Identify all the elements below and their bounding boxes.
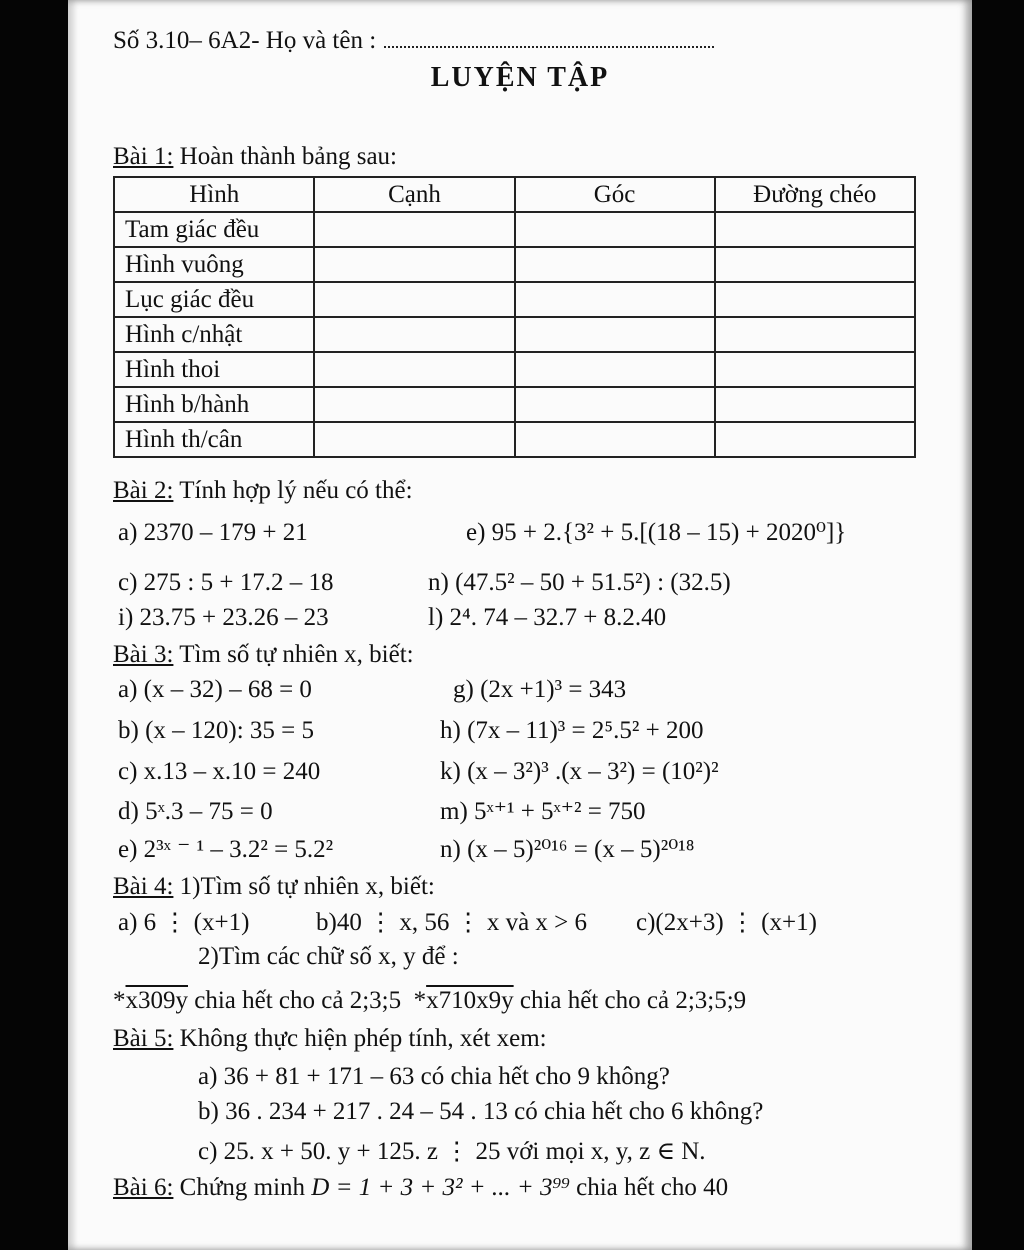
- empty-cell: [515, 247, 715, 282]
- empty-cell: [715, 422, 915, 457]
- bai3-g: g) (2x +1)³ = 343: [453, 676, 627, 703]
- empty-cell: [314, 317, 514, 352]
- empty-cell: [715, 317, 915, 352]
- bai5-c: c) 25. x + 50. y + 125. z ⋮ 25 với mọi x, y, z ∈ N.: [198, 1138, 706, 1165]
- table-row: [114, 317, 915, 352]
- empty-cell: [314, 247, 514, 282]
- bai2-i: i) 23.75 + 23.26 – 23: [118, 604, 329, 631]
- bai3-e: e) 2³ˣ ⁻ ¹ – 3.2² = 5.2²: [118, 836, 334, 863]
- bai2-e: e) 95 + 2.{3² + 5.[(18 – 15) + 2020⁰]}: [466, 519, 847, 546]
- empty-cell: [515, 422, 715, 457]
- bai5-text: Không thực hiện phép tính, xét xem:: [179, 1025, 547, 1052]
- bai5-a: a) 36 + 81 + 171 – 63 có chia hết cho 9 không?: [198, 1063, 670, 1090]
- star1-number: x309y: [125, 987, 188, 1014]
- table-row: [114, 282, 915, 317]
- empty-cell: [314, 282, 514, 317]
- empty-cell: [715, 352, 915, 387]
- bai3-text: Tìm số tự nhiên x, biết:: [179, 641, 414, 668]
- empty-cell: [715, 387, 915, 422]
- empty-cell: [314, 387, 514, 422]
- worksheet-page: [68, 0, 972, 1250]
- shape-table: [113, 176, 916, 458]
- column-header: Góc: [515, 177, 715, 212]
- empty-cell: [715, 247, 915, 282]
- empty-cell: [314, 212, 514, 247]
- right-border: [972, 0, 1024, 1250]
- bai2-c: c) 275 : 5 + 17.2 – 18: [118, 569, 334, 596]
- bai3-m: m) 5ˣ⁺¹ + 5ˣ⁺² = 750: [440, 798, 646, 825]
- row-label: Hình c/nhật: [114, 317, 314, 352]
- bai4-a: a) 6 ⋮ (x+1): [118, 909, 250, 936]
- bai4-heading: [113, 872, 435, 902]
- header-prefix: Số 3.10– 6A2- Họ và tên :: [113, 27, 377, 54]
- table-row: [114, 387, 915, 422]
- bai6-text: Chứng minh: [179, 1174, 306, 1201]
- star1-text: chia hết cho cả 2;3;5: [194, 987, 402, 1014]
- bai3-b: b) (x – 120): 35 = 5: [118, 717, 315, 744]
- row-label: Lục giác đều: [114, 282, 314, 317]
- bai4-star-line: *x309y chia hết cho cả 2;3;5 *x710x9y chia hết cho cả 2;3;5;9: [113, 987, 747, 1014]
- bai3-h: h) (7x – 11)³ = 2⁵.5² + 200: [440, 717, 704, 744]
- left-border: [0, 0, 68, 1250]
- row-label: Hình vuông: [114, 247, 314, 282]
- bai3-c: c) x.13 – x.10 = 240: [118, 758, 321, 785]
- bai4-part2: 2)Tìm các chữ số x, y để :: [198, 943, 459, 970]
- star2-text: chia hết cho cả 2;3;5;9: [519, 987, 747, 1014]
- bai4-text: 1)Tìm số tự nhiên x, biết:: [179, 873, 435, 900]
- bai2-a: a) 2370 – 179 + 21: [118, 519, 308, 546]
- table-row: [114, 352, 915, 387]
- table-row: [114, 212, 915, 247]
- header-line: [113, 26, 714, 56]
- row-label: Hình b/hành: [114, 387, 314, 422]
- bai5-b: b) 36 . 234 + 217 . 24 – 54 . 13 có chia hết cho 6 không?: [198, 1098, 764, 1125]
- column-header: Hình: [114, 177, 314, 212]
- bai6-label: Bài 6:: [113, 1174, 174, 1201]
- table-header-row: [114, 177, 915, 212]
- bai6-expression: D = 1 + 3 + 3² + ... + 3⁹⁹: [311, 1174, 570, 1201]
- column-header: Cạnh: [314, 177, 514, 212]
- bai3-heading: [113, 640, 414, 670]
- bai2-heading: [113, 476, 413, 506]
- row-label: Tam giác đều: [114, 212, 314, 247]
- bai4-label: Bài 4:: [113, 873, 174, 900]
- bai3-a: a) (x – 32) – 68 = 0: [118, 676, 312, 703]
- bai1-label: Bài 1:: [113, 143, 174, 170]
- bai5-label: Bài 5:: [113, 1025, 174, 1052]
- empty-cell: [515, 212, 715, 247]
- column-header: Đường chéo: [715, 177, 915, 212]
- page-title: LUYỆN TẬP: [430, 62, 610, 93]
- name-blank: [384, 26, 714, 48]
- row-label: Hình thoi: [114, 352, 314, 387]
- bai4-c: c)(2x+3) ⋮ (x+1): [636, 909, 817, 936]
- bai1-heading: [113, 142, 397, 172]
- bai6-tail: chia hết cho 40: [576, 1174, 729, 1201]
- bai3-label: Bài 3:: [113, 641, 174, 668]
- empty-cell: [515, 317, 715, 352]
- bai2-label: Bài 2:: [113, 477, 174, 504]
- table-row: [114, 422, 915, 457]
- bai1-text: Hoàn thành bảng sau:: [179, 143, 397, 170]
- star2-number: x710x9y: [426, 987, 514, 1014]
- bai3-k: k) (x – 3²)³ .(x – 3²) = (10²)²: [440, 758, 719, 785]
- empty-cell: [515, 352, 715, 387]
- bai2-l: l) 2⁴. 74 – 32.7 + 8.2.40: [428, 604, 667, 631]
- empty-cell: [715, 282, 915, 317]
- empty-cell: [515, 282, 715, 317]
- empty-cell: [515, 387, 715, 422]
- empty-cell: [314, 422, 514, 457]
- bai6-line: [113, 1173, 728, 1203]
- empty-cell: [715, 212, 915, 247]
- table-row: [114, 247, 915, 282]
- bai4-b: b)40 ⋮ x, 56 ⋮ x và x > 6: [316, 909, 588, 936]
- bai2-text: Tính hợp lý nếu có thể:: [179, 477, 413, 504]
- row-label: Hình th/cân: [114, 422, 314, 457]
- empty-cell: [314, 352, 514, 387]
- bai2-n: n) (47.5² – 50 + 51.5²) : (32.5): [428, 569, 731, 596]
- bai3-d: d) 5ˣ.3 – 75 = 0: [118, 798, 273, 825]
- bai3-n: n) (x – 5)²⁰¹⁶ = (x – 5)²⁰¹⁸: [440, 836, 695, 863]
- bai5-heading: [113, 1024, 547, 1054]
